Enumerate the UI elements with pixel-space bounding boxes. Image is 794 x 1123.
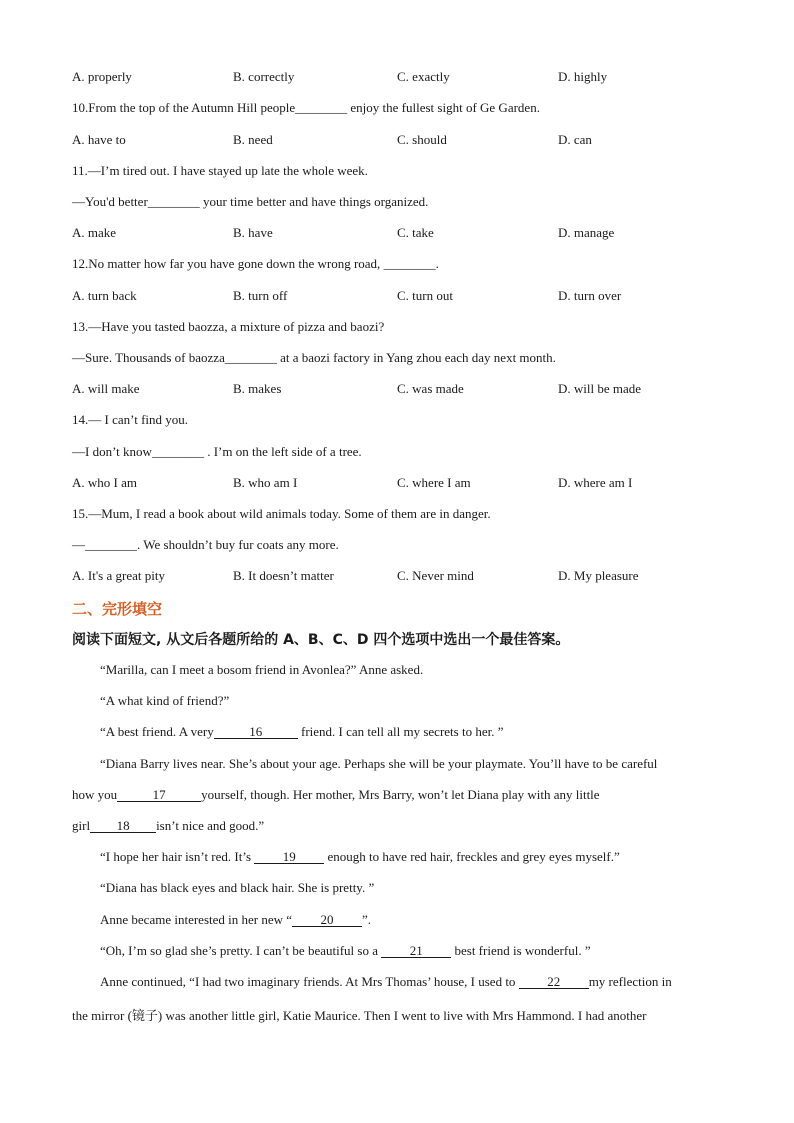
passage-text: my reflection in <box>588 974 672 989</box>
passage-line: “A what kind of friend?” <box>100 693 230 708</box>
stem-text: at a baozi factory in Yang zhou each day next month. <box>276 350 556 365</box>
q15-option-c: C. Never mind <box>397 568 474 583</box>
blank-20: 20 <box>292 913 362 927</box>
passage-line: the mirror (镜子) was another little girl, Katie Maurice. Then I went to live with Mrs Hammond. I had another <box>72 1008 647 1023</box>
q9-options <box>72 69 722 87</box>
q12-stem <box>72 256 439 272</box>
passage-text: yourself, though. Her mother, Mrs Barry, won’t let Diana play with any little <box>201 787 600 802</box>
question-number: 15. <box>72 506 89 521</box>
stem-text: —Have you tasted baozza, a mixture of pizza and baozi? <box>88 319 385 334</box>
answer-blank: ________ <box>224 350 277 365</box>
q10-option-a: A. have to <box>72 132 126 147</box>
blank-17: 17 <box>117 788 201 802</box>
q13-option-a: A. will make <box>72 381 140 396</box>
stem-text: . I’m on the left side of a tree. <box>203 444 362 459</box>
q14-option-b: B. who am I <box>233 475 298 490</box>
passage-text: “I hope her hair isn’t red. It’s <box>100 849 255 864</box>
q10-option-b: B. need <box>233 132 273 147</box>
q11-option-d: D. manage <box>558 225 615 240</box>
stem-text: — I can’t find you. <box>88 412 189 427</box>
passage-line <box>100 912 371 928</box>
q10-options <box>72 132 722 150</box>
q9-option-b: B. correctly <box>233 69 295 84</box>
passage-line <box>100 943 591 959</box>
question-number: 11. <box>72 163 88 178</box>
passage-line <box>72 787 600 803</box>
stem-text: . We shouldn’t buy fur coats any more. <box>137 537 339 552</box>
q10-stem <box>72 100 540 116</box>
passage-text: “Oh, I’m so glad she’s pretty. I can’t be beautiful so a <box>100 943 382 958</box>
passage-text: how you <box>72 787 118 802</box>
stem-text: No matter how far you have gone down the wrong road, <box>88 256 384 271</box>
answer-blank: ________ <box>147 194 200 209</box>
stem-text: — <box>72 537 85 552</box>
stem-text: your time better and have things organized. <box>199 194 429 209</box>
passage-text: girl <box>72 818 91 833</box>
blank-18: 18 <box>90 819 156 833</box>
blank-22: 22 <box>519 975 589 989</box>
passage-text: Anne continued, “I had two imaginary friends. At Mrs Thomas’ house, I used to <box>100 974 519 989</box>
question-number: 14. <box>72 412 89 427</box>
stem-text: From the top of the Autumn Hill people <box>88 100 296 115</box>
passage-text: enough to have red hair, freckles and grey eyes myself.” <box>324 849 620 864</box>
passage-line <box>100 974 672 990</box>
blank-16: 16 <box>214 725 298 739</box>
passage-text: isn’t nice and good.” <box>156 818 265 833</box>
stem-text: —Sure. Thousands of baozza <box>72 350 225 365</box>
answer-blank: ________ <box>85 537 137 552</box>
passage-text: ”. <box>362 912 372 927</box>
stem-text: —You'd better <box>72 194 148 209</box>
q13-options <box>72 381 722 399</box>
q14-option-a: A. who I am <box>72 475 137 490</box>
q14-option-c: C. where I am <box>397 475 471 490</box>
passage-line: “Diana Barry lives near. She’s about your age. Perhaps she will be your playmate. You’ll have to be careful <box>100 756 658 771</box>
section-instruction: 阅读下面短文, 从文后各题所给的 A、B、C、D 四个选项中选出一个最佳答案。 <box>72 632 570 648</box>
q11-reply <box>72 194 428 210</box>
passage-text: friend. I can tell all my secrets to her. ” <box>297 724 504 739</box>
q14-reply <box>72 444 362 460</box>
passage-text: best friend is wonderful. ” <box>451 943 591 958</box>
q15-options <box>72 568 722 586</box>
q12-option-c: C. turn out <box>397 288 453 303</box>
q10-option-d: D. can <box>558 132 592 147</box>
passage-line <box>72 818 264 834</box>
q13-reply <box>72 350 556 366</box>
q12-options <box>72 288 722 306</box>
stem-text: —I don’t know <box>72 444 152 459</box>
stem-text: enjoy the fullest sight of Ge Garden. <box>347 100 540 115</box>
q10-option-c: C. should <box>397 132 447 147</box>
q15-stem <box>72 506 491 522</box>
q9-option-d: D. highly <box>558 69 608 84</box>
q13-option-c: C. was made <box>397 381 464 396</box>
q14-option-d: D. where am I <box>558 475 633 490</box>
question-number: 10. <box>72 100 89 115</box>
stem-text: —Mum, I read a book about wild animals today. Some of them are in danger. <box>88 506 491 521</box>
passage-line <box>100 724 504 740</box>
q11-option-b: B. have <box>233 225 273 240</box>
stem-text: . <box>435 256 439 271</box>
q15-option-b: B. It doesn’t matter <box>233 568 334 583</box>
q9-option-a: A. properly <box>72 69 132 84</box>
q11-option-a: A. make <box>72 225 117 240</box>
answer-blank: ________ <box>151 444 204 459</box>
passage-line <box>100 849 620 865</box>
blank-21: 21 <box>381 944 451 958</box>
question-number: 13. <box>72 319 89 334</box>
q12-option-a: A. turn back <box>72 288 137 303</box>
q14-options <box>72 475 722 493</box>
answer-blank: ________ <box>295 100 348 115</box>
question-number: 12. <box>72 256 89 271</box>
passage-text: “A best friend. A very <box>100 724 214 739</box>
q15-option-d: D. My pleasure <box>558 568 639 583</box>
q15-option-a: A. It's a great pity <box>72 568 165 583</box>
blank-19: 19 <box>254 850 324 864</box>
q12-option-b: B. turn off <box>233 288 288 303</box>
section-title: 二、完形填空 <box>72 600 163 618</box>
q14-stem <box>72 412 188 428</box>
answer-blank: ________ <box>383 256 436 271</box>
passage-line: “Marilla, can I meet a bosom friend in Avonlea?” Anne asked. <box>100 662 424 677</box>
q13-option-d: D. will be made <box>558 381 642 396</box>
q11-option-c: C. take <box>397 225 434 240</box>
q13-stem <box>72 319 384 335</box>
q15-reply <box>72 537 339 553</box>
q13-option-b: B. makes <box>233 381 282 396</box>
passage-text: Anne became interested in her new “ <box>100 912 293 927</box>
q11-options <box>72 225 722 243</box>
q11-stem <box>72 163 368 179</box>
stem-text: —I’m tired out. I have stayed up late the whole week. <box>87 163 368 178</box>
passage-line: “Diana has black eyes and black hair. She is pretty. ” <box>100 880 375 895</box>
q12-option-d: D. turn over <box>558 288 622 303</box>
q9-option-c: C. exactly <box>397 69 450 84</box>
